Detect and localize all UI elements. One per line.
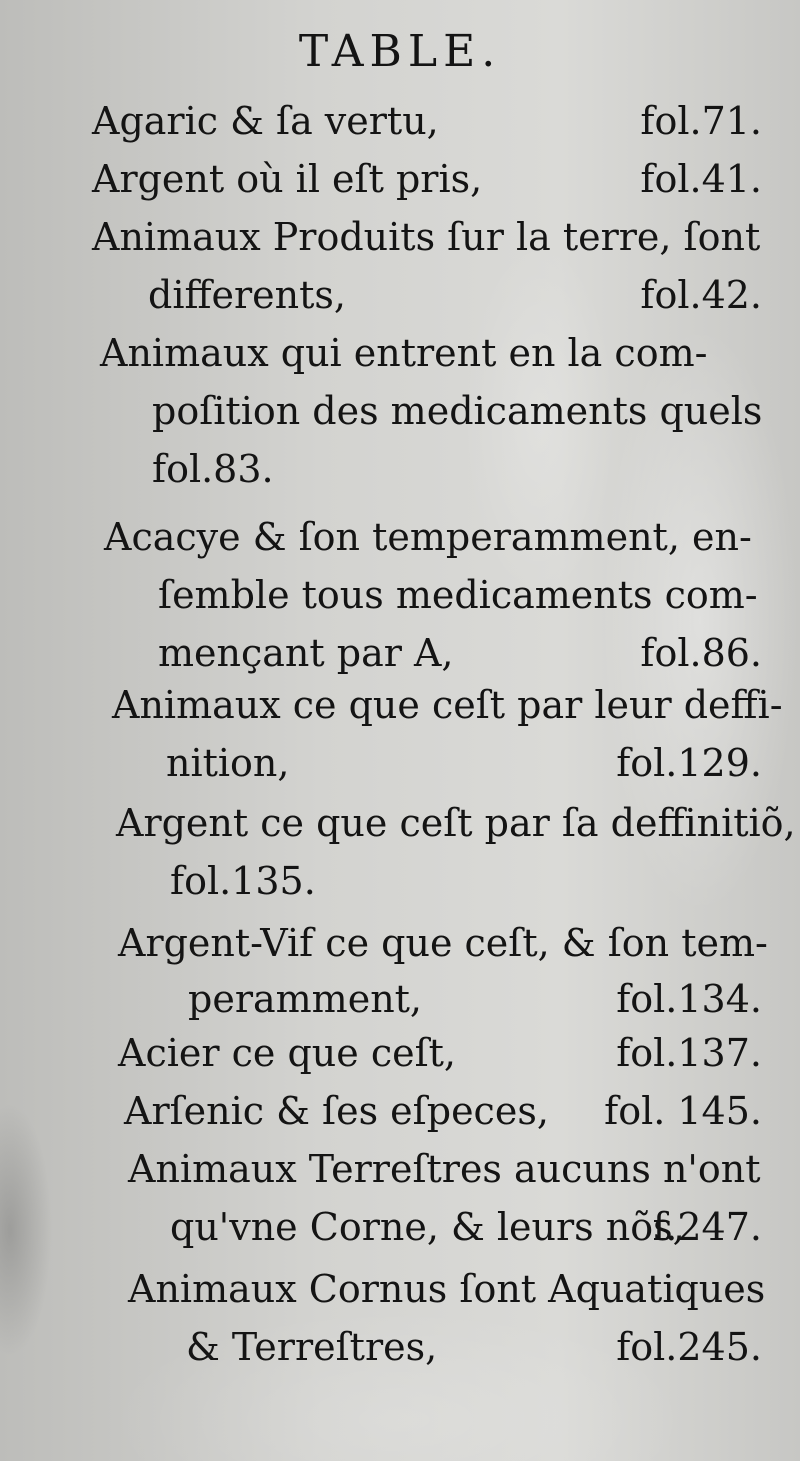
index-line [0,1024,800,1082]
index-line [0,266,800,324]
index-line [0,794,800,852]
index-entry-text: Argent ce que ceſt par ſa deffinitiõ, [116,801,796,845]
index-entry-text: nition, [166,741,290,785]
index-line [0,676,800,734]
index-line [0,324,800,382]
folio-reference: fol.86. [640,631,762,675]
index-entry-text: Argent où il eſt pris, [92,157,483,201]
index-entry-text: Animaux qui entrent en la com- [100,331,708,375]
folio-reference: fol.137. [616,1031,762,1075]
index-line [0,566,800,624]
index-line [0,1260,800,1318]
table-heading: TABLE. [298,26,502,77]
index-entry-text: Arſenic & ſes eſpeces, [124,1089,549,1133]
index-line [0,440,800,498]
index-entry-text: Animaux Terreſtres aucuns n'ont [128,1147,761,1191]
folio-reference: fol.71. [640,99,762,143]
index-entry-text: Animaux Cornus ſont Aquatiques [128,1267,766,1311]
index-entry-text: ſemble tous medicaments com- [158,573,758,617]
index-entry-text: Animaux Produits ſur la terre, ſont [92,215,761,259]
folio-reference: fol.134. [616,977,762,1021]
index-line [0,970,800,1028]
index-entry-text: fol.135. [170,859,316,903]
index-line [0,1318,800,1376]
index-entry-text: peramment, [188,977,423,1021]
index-entry-text: differents, [148,273,346,317]
index-entry-text: poſition des medicaments quels [152,389,763,433]
index-entry-text: fol.83. [152,447,274,491]
index-entry-text: mençant par A, [158,631,454,675]
index-entry-text: Agaric & ſa vertu, [92,99,439,143]
index-entry-text: Animaux ce que ceſt par leur deffi- [112,683,783,727]
index-entry-text: & Terreſtres, [186,1325,438,1369]
folio-reference: f.247. [652,1205,762,1249]
index-line [0,734,800,792]
index-entry-text: Acacye & ſon temperamment, en- [104,515,752,559]
index-line [0,624,800,682]
index-line [0,1198,800,1256]
index-line [0,208,800,266]
folio-reference: fol.245. [616,1325,762,1369]
folio-reference: fol.41. [640,157,762,201]
index-line [0,1140,800,1198]
index-line [0,150,800,208]
index-line [0,852,800,910]
index-line [0,1082,800,1140]
folio-reference: fol.42. [640,273,762,317]
index-line [0,92,800,150]
folio-reference: fol.129. [616,741,762,785]
index-entry-text: Argent-Vif ce que ceſt, & ſon tem- [118,921,768,965]
index-line [0,508,800,566]
folio-reference: fol. 145. [604,1089,762,1133]
index-line [0,914,800,972]
index-line [0,382,800,440]
index-entry-text: Acier ce que ceſt, [118,1031,457,1075]
index-entry-text: qu'vne Corne, & leurs nõs, [170,1205,685,1249]
